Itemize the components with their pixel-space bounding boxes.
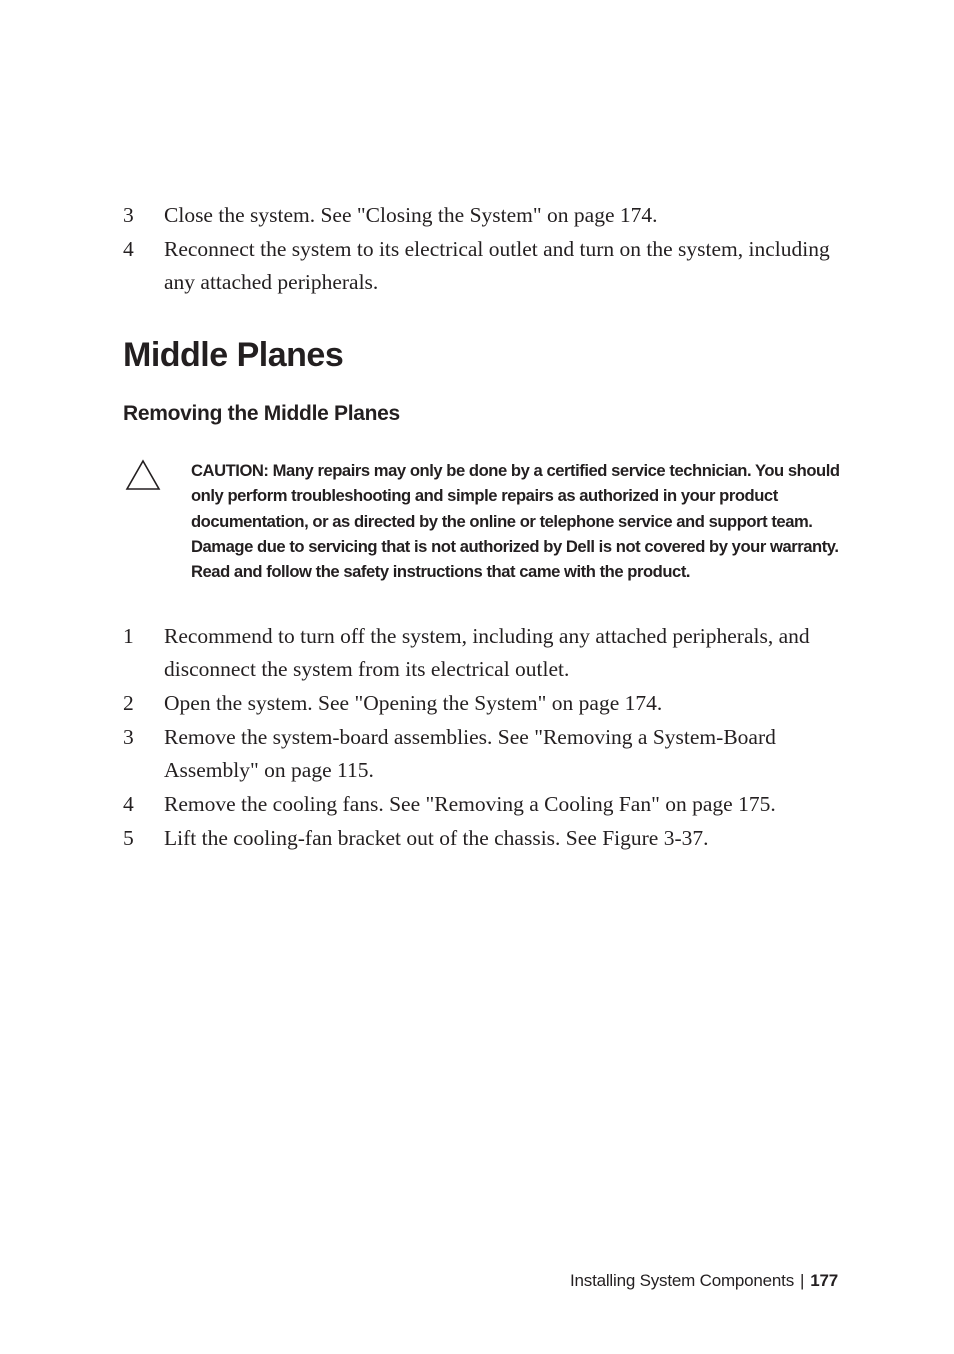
caution-note — [123, 458, 863, 584]
step-number: 1 — [123, 624, 134, 648]
caution-triangle-icon — [125, 459, 161, 491]
caution-text: CAUTION: Many repairs may only be done by a certified service technician. You should only perform troubleshooting and simple repairs as authorized in your product documentation, or as directed by the online or telephone service and support team. Damage due to servicing that is not authorized by Dell is not covered by your warranty. Read and follow the safety instructions that came with the product. — [191, 461, 840, 582]
step-number: 3 — [123, 725, 134, 749]
page-footer — [570, 1271, 838, 1291]
step-item — [123, 199, 843, 232]
footer-separator: | — [800, 1271, 805, 1290]
step-text: Remove the system-board assemblies. See "Removing a System-Board Assembly" on page 115. — [164, 725, 776, 782]
step-item — [123, 233, 843, 299]
step-number: 4 — [123, 792, 134, 816]
steps-list-bottom — [123, 620, 843, 856]
step-text: Lift the cooling-fan bracket out of the chassis. See Figure 3-37. — [164, 826, 709, 850]
step-text: Recommend to turn off the system, including any attached peripherals, and disconnect the system from its electrical outlet. — [164, 624, 810, 681]
section-title: Middle Planes — [123, 336, 344, 374]
step-text: Open the system. See "Opening the System" on page 174. — [164, 691, 663, 715]
step-item — [123, 788, 843, 821]
step-text: Remove the cooling fans. See "Removing a Cooling Fan" on page 175. — [164, 792, 776, 816]
step-item — [123, 721, 843, 787]
step-item — [123, 620, 843, 686]
steps-list-top — [123, 199, 843, 300]
step-number: 4 — [123, 237, 134, 261]
step-number: 2 — [123, 691, 134, 715]
page-number: 177 — [810, 1271, 838, 1290]
step-number: 3 — [123, 203, 134, 227]
step-text: Close the system. See "Closing the System" on page 174. — [164, 203, 658, 227]
step-item — [123, 822, 843, 855]
footer-chapter: Installing System Components — [570, 1271, 795, 1290]
step-text: Reconnect the system to its electrical outlet and turn on the system, including any attached peripherals. — [164, 237, 830, 294]
step-item — [123, 687, 843, 720]
subsection-title: Removing the Middle Planes — [123, 402, 400, 425]
step-number: 5 — [123, 826, 134, 850]
